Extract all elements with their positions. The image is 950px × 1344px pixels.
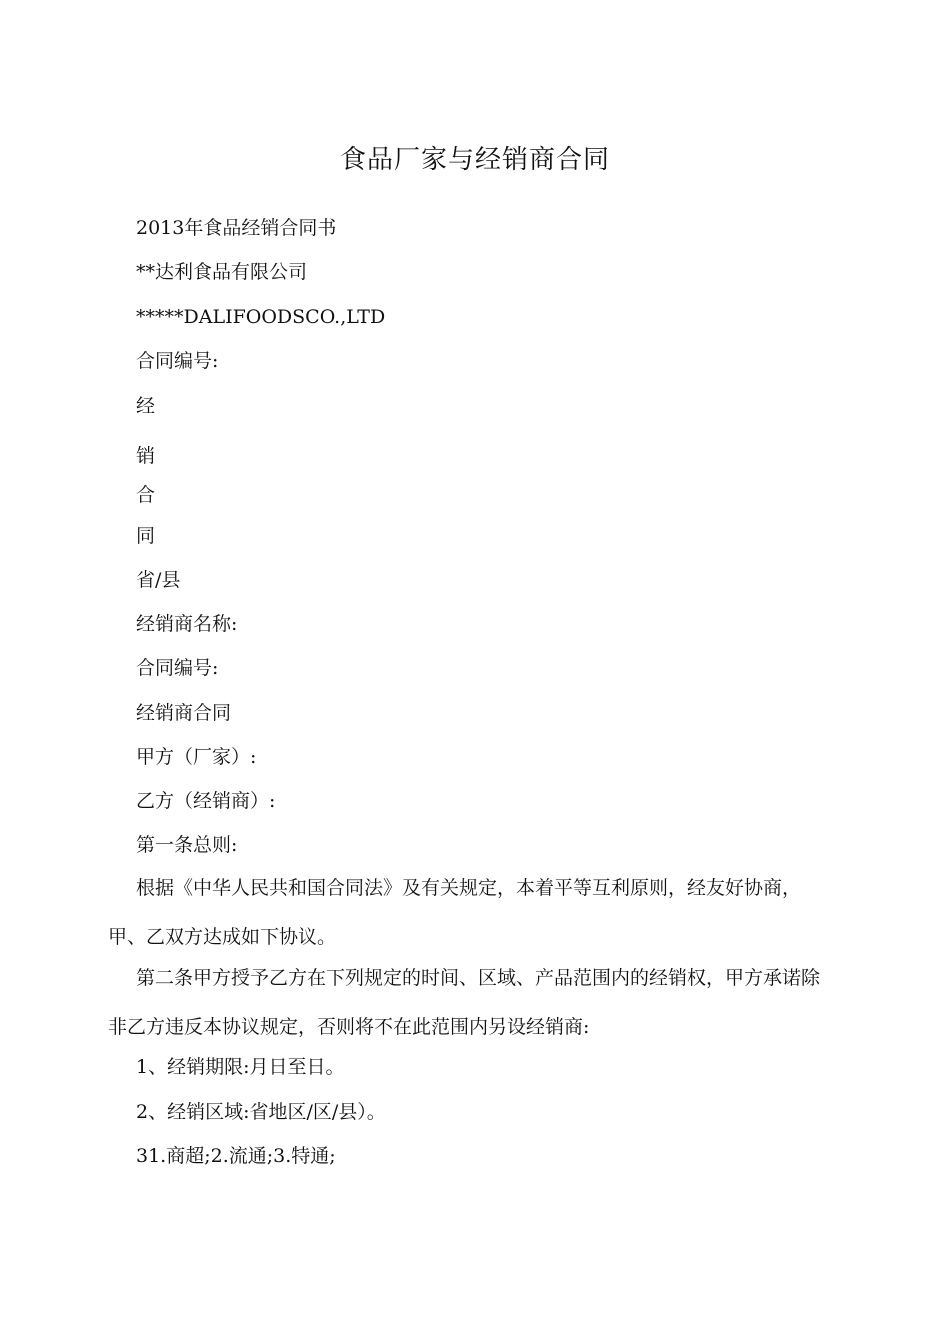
- party-a-label: 甲方（厂家）:: [136, 746, 257, 768]
- vertical-text-char: 合: [136, 484, 156, 506]
- item-2: 2、经销区域:省地区/区/县）。: [136, 1101, 386, 1123]
- province-county-label: 省/县: [136, 569, 181, 591]
- document-title: 食品厂家与经销商合同: [339, 145, 610, 175]
- contract-number-label: 合同编号:: [136, 350, 219, 372]
- contract-number-label-2: 合同编号:: [136, 657, 219, 679]
- party-b-label: 乙方（经销商）:: [136, 790, 276, 812]
- vertical-text-char: 经: [136, 395, 156, 417]
- distributor-name-label: 经销商名称:: [136, 613, 238, 635]
- vertical-text-char: 销: [136, 445, 156, 467]
- item-1: 1、经销期限:月日至日。: [136, 1056, 345, 1078]
- vertical-text-char: 同: [136, 525, 156, 547]
- item-3: 31.商超;2.流通;3.特通;: [136, 1145, 336, 1167]
- distributor-contract-heading: 经销商合同: [136, 702, 232, 724]
- article-1-heading: 第一条总则:: [136, 834, 238, 856]
- article-2-paragraph: 第二条甲方授予乙方在下列规定的时间、区域、产品范围内的经销权，甲方承诺除非乙方违反本协议规定，否则将不在此范围内另设经销商:: [108, 967, 821, 1038]
- company-name-english: *****DALIFOODSCO.,LTD: [136, 306, 386, 328]
- company-name: **达利食品有限公司: [136, 261, 308, 283]
- contract-subtitle: 2013年食品经销合同书: [136, 217, 337, 239]
- article-1-paragraph: 根据《中华人民共和国合同法》及有关规定，本着平等互利原则，经友好协商，甲、乙双方达成如下协议。: [108, 877, 802, 948]
